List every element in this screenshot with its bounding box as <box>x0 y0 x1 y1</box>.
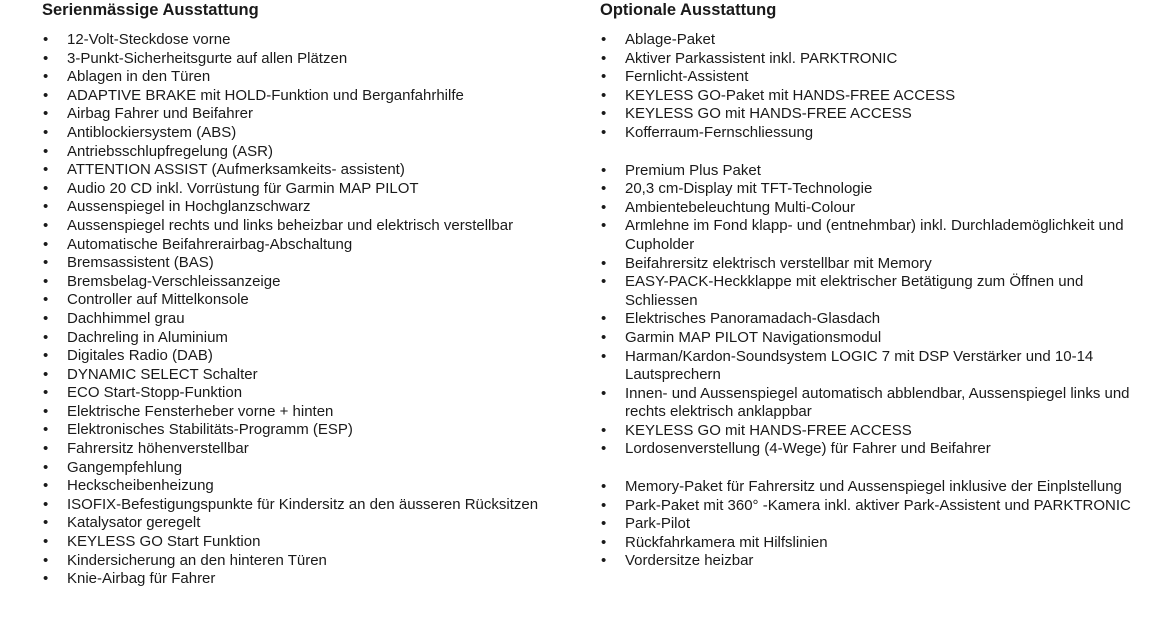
list-item: • Katalysator geregelt <box>42 514 562 533</box>
list-item: • 20,3 cm-Display mit TFT-Technologie <box>600 180 1145 199</box>
list-item: • Rückfahrkamera mit Hilfslinien <box>600 534 1145 553</box>
list-item: • Controller auf Mittelkonsole <box>42 291 562 310</box>
list-item: • Automatische Beifahrerairbag-Abschaltung <box>42 236 562 255</box>
optional-equipment-list-c <box>600 478 1145 571</box>
list-item: • KEYLESS GO Start Funktion <box>42 533 562 552</box>
list-item: • ATTENTION ASSIST (Aufmerksamkeits- assistent) <box>42 161 562 180</box>
list-item: • Antriebsschlupfregelung (ASR) <box>42 143 562 162</box>
list-item: • Harman/Kardon-Soundsystem LOGIC 7 mit DSP Verstärker und 10-14 Lautsprechern <box>600 348 1145 385</box>
list-item: • Bremsbelag-Verschleissanzeige <box>42 273 562 292</box>
list-item: • Fahrersitz höhenverstellbar <box>42 440 562 459</box>
list-item: • Heckscheibenheizung <box>42 477 562 496</box>
list-item: • KEYLESS GO mit HANDS-FREE ACCESS <box>600 105 1145 124</box>
list-item: • Ablage-Paket <box>600 31 1145 50</box>
list-item: • 12-Volt-Steckdose vorne <box>42 31 562 50</box>
standard-equipment-list <box>42 31 562 589</box>
list-item: • Dachhimmel grau <box>42 310 562 329</box>
optional-equipment-list-b <box>600 162 1145 460</box>
list-item: • Park-Paket mit 360° -Kamera inkl. aktiver Park-Assistent und PARKTRONIC <box>600 497 1145 516</box>
optional-equipment-column <box>600 0 1145 571</box>
list-item: • Beifahrersitz elektrisch verstellbar mit Memory <box>600 255 1145 274</box>
list-item: • KEYLESS GO-Paket mit HANDS-FREE ACCESS <box>600 87 1145 106</box>
list-item: • ADAPTIVE BRAKE mit HOLD-Funktion und Berganfahrhilfe <box>42 87 562 106</box>
list-item: • Digitales Radio (DAB) <box>42 347 562 366</box>
list-item: • Ambientebeleuchtung Multi-Colour <box>600 199 1145 218</box>
list-item: • Ablagen in den Türen <box>42 68 562 87</box>
list-item: • Antiblockiersystem (ABS) <box>42 124 562 143</box>
list-item: • Gangempfehlung <box>42 459 562 478</box>
list-item: • Elektrische Fensterheber vorne + hinten <box>42 403 562 422</box>
list-item: • Lordosenverstellung (4-Wege) für Fahrer und Beifahrer <box>600 440 1145 459</box>
list-item: • Fernlicht-Assistent <box>600 68 1145 87</box>
list-item: • KEYLESS GO mit HANDS-FREE ACCESS <box>600 422 1145 441</box>
list-item: • Park-Pilot <box>600 515 1145 534</box>
list-item: • Kindersicherung an den hinteren Türen <box>42 552 562 571</box>
optional-equipment-list-a <box>600 31 1145 143</box>
list-item: • ISOFIX-Befestigungspunkte für Kindersitz an den äusseren Rücksitzen <box>42 496 562 515</box>
list-item: • ECO Start-Stopp-Funktion <box>42 384 562 403</box>
list-item: • Premium Plus Paket <box>600 162 1145 181</box>
optional-equipment-heading: Optionale Ausstattung <box>600 1 777 19</box>
list-item: • Airbag Fahrer und Beifahrer <box>42 105 562 124</box>
list-item: • Audio 20 CD inkl. Vorrüstung für Garmin MAP PILOT <box>42 180 562 199</box>
list-item: • Aussenspiegel rechts und links beheizbar und elektrisch verstellbar <box>42 217 562 236</box>
list-item: • Kofferraum-Fernschliessung <box>600 124 1145 143</box>
list-item: • Aktiver Parkassistent inkl. PARKTRONIC <box>600 50 1145 69</box>
list-item: • EASY-PACK-Heckklappe mit elektrischer Betätigung zum Öffnen und Schliessen <box>600 273 1145 310</box>
list-item: • Elektrisches Panoramadach-Glasdach <box>600 310 1145 329</box>
list-item: • Knie-Airbag für Fahrer <box>42 570 562 589</box>
list-item: • Memory-Paket für Fahrersitz und Aussenspiegel inklusive der Einplstellung <box>600 478 1145 497</box>
list-item: • Armlehne im Fond klapp- und (entnehmbar) inkl. Durchlademöglichkeit und Cupholder <box>600 217 1145 254</box>
list-item: • 3-Punkt-Sicherheitsgurte auf allen Plätzen <box>42 50 562 69</box>
list-item: • Elektronisches Stabilitäts-Programm (ESP) <box>42 421 562 440</box>
standard-equipment-column <box>42 0 562 589</box>
list-item: • Bremsassistent (BAS) <box>42 254 562 273</box>
list-item: • Garmin MAP PILOT Navigationsmodul <box>600 329 1145 348</box>
list-item: • Dachreling in Aluminium <box>42 329 562 348</box>
list-item: • Aussenspiegel in Hochglanzschwarz <box>42 198 562 217</box>
list-item: • Vordersitze heizbar <box>600 552 1145 571</box>
list-item: • DYNAMIC SELECT Schalter <box>42 366 562 385</box>
list-item: • Innen- und Aussenspiegel automatisch abblendbar, Aussenspiegel links und rechts elektrisch anklappbar <box>600 385 1145 422</box>
standard-equipment-heading: Serienmässige Ausstattung <box>42 1 259 19</box>
